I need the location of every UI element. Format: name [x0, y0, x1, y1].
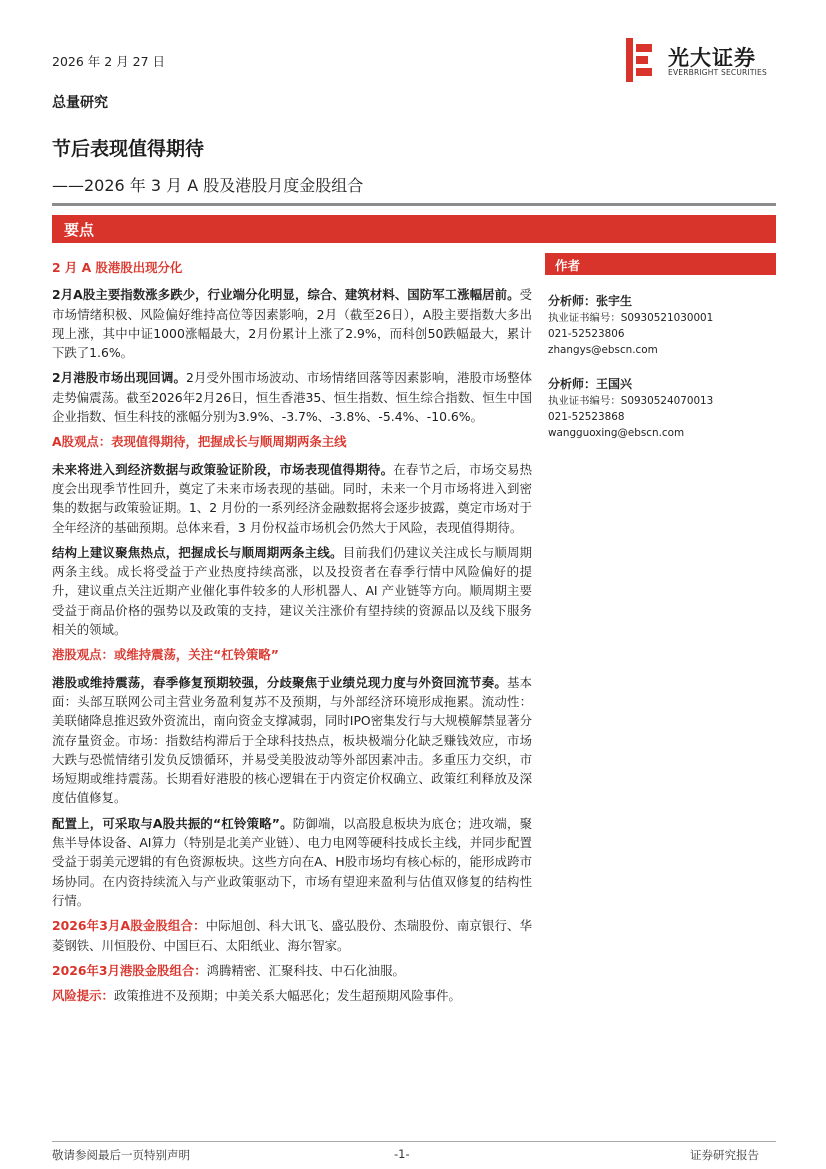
author-label: 作者 [555, 258, 581, 273]
keypoints-label: 要点 [64, 221, 95, 239]
body-text: 受市场情绪积极、风险偏好维持高位等因素影响，2月（截至26日），A股主要指数大多出现上涨，其中中证1000涨幅最大，2月份累计上涨了2.9%，而科创50跌幅最大，累计下跌了1.6%。 [52, 287, 532, 361]
hk-gold-portfolio [52, 961, 532, 980]
paragraph-a-share-review [52, 285, 532, 362]
paragraph-barbell-strategy [52, 814, 532, 910]
author-banner [545, 253, 776, 275]
analyst-cert: 执业证书编号：S0930524070013 [548, 395, 714, 407]
analyst-card [545, 293, 776, 358]
report-title: 节后表现值得期待 [52, 138, 205, 160]
risk-warning [52, 986, 532, 1005]
lead-bold: 港股或维持震荡，春季修复预期较强，分歧聚焦于业绩兑现力度与外资回流节奏。 [52, 674, 507, 690]
logo-chinese-name: 光大证券 [668, 46, 756, 70]
lead-bold: 未来将进入到经济数据与政策验证阶段，市场表现值得期待。 [52, 461, 394, 477]
paragraph-hk-review [52, 368, 532, 426]
analyst-card [545, 376, 776, 441]
logo-english-name: EVERBRIGHT SECURITIES [668, 68, 767, 77]
footer-divider [52, 1141, 776, 1142]
page-number: -1- [394, 1147, 410, 1161]
footer-report-type: 证券研究报告 [690, 1148, 759, 1162]
report-date: 2026 年 2 月 27 日 [52, 54, 166, 69]
report-category: 总量研究 [52, 95, 108, 111]
analyst-phone: 021-52523806 [548, 328, 625, 340]
paragraph-hk-outlook [52, 673, 532, 808]
report-subtitle: ——2026 年 3 月 A 股及港股月度金股组合 [52, 176, 364, 195]
footer-disclaimer: 敬请参阅最后一页特别声明 [52, 1148, 190, 1162]
portfolio-stocks: 鸿腾精密、汇聚科技、中石化油服。 [206, 962, 405, 978]
section-heading-a-share-view: A股观点：表现值得期待，把握成长与顺周期两条主线 [52, 434, 347, 450]
body-text: 2月受外围市场波动、市场情绪回落等因素影响，港股市场整体走势偏震荡。截至2026年2月26日，恒生香港35、恒生指数、恒生综合指数、恒生中国企业指数、恒生科技的涨幅分别为3.9%、-3.7%、-3.8%、-5.4%、-10.6%。 [52, 370, 532, 425]
portfolio-stocks: 中际旭创、科大讯飞、盛弘股份、杰瑞股份、南京银行、华菱钢铁、川恒股份、中国巨石、太阳纸业、海尔智家。 [52, 918, 533, 953]
section-heading-hk-view: 港股观点：或维持震荡，关注“杠铃策略” [52, 647, 279, 663]
body-text: 基本面：头部互联网公司主营业务盈利复苏不及预期，与外部经济环境形成拖累。流动性：美联储降息推迟致外资流出，南向资金支撑减弱，同时IPO密集发行与大规模解禁显著分流存量资金。市场：指数结构滞后于全球科技热点，板块极端分化缺乏赚钱效应，市场大跌与恐慌情绪引发负反馈循环，并易受美股波动等外部因素冲击。多重压力交织，市场短期或维持震荡。长期看好港股的核心逻辑在于内资定价权确立、政策红利释放及深度估值修复。 [52, 674, 533, 806]
risk-label: 风险提示： [52, 988, 114, 1004]
title-divider [52, 203, 776, 206]
analyst-name: 分析师：王国兴 [548, 377, 633, 391]
paragraph-a-share-structure [52, 543, 532, 639]
body-text: 防御端，以高股息板块为底仓；进攻端，聚焦半导体设备、AI算力（特别是北美产业链）、电力电网等硬科技成长主线，并同步配置受益于弱美元逻辑的有色资源板块。这些方向在A、H股市场均有核心标的，能形成跨市场协同。在内资持续流入与产业政策驱动下，市场有望迎来盈利与估值双修复的结构性行情。 [52, 815, 532, 908]
analyst-cert: 执业证书编号：S0930521030001 [548, 312, 714, 324]
lead-bold: 结构上建议聚焦热点，把握成长与顺周期两条主线。 [52, 544, 343, 560]
lead-bold: 2月港股市场出现回调。 [52, 370, 186, 386]
analyst-email[interactable]: zhangys@ebscn.com [548, 344, 658, 356]
analyst-name: 分析师：张宇生 [548, 294, 633, 308]
author-sidebar [545, 253, 776, 441]
keypoints-banner [52, 215, 776, 243]
body-text: 在春节之后，市场交易热度会出现季节性回升，奠定了未来市场表现的基础。同时，未来一个月市场将进入到密集的数据与政策验证期。1、2 月份的一系列经济金融数据将会逐步披露，奠定市场对于全年经济的基础预期。总体来看，3 月份权益市场机会仍然大于风险，表现值得期待。 [52, 461, 533, 535]
portfolio-label: 2026年3月A股金股组合： [52, 918, 206, 934]
company-logo [626, 38, 776, 82]
everbright-logo-icon [626, 38, 656, 82]
analyst-phone: 021-52523868 [548, 411, 625, 423]
body-text: 目前我们仍建议关注成长与顺周期两条主线。成长将受益于产业热度持续高涨，以及投资者在春季行情中风险偏好的提升，建议重点关注近期产业催化事件较多的人形机器人、AI 产业链等方向。顺周期主要受益于商品价格的强势以及政策的支持，建议关注涨价有望持续的资源品以及线下服务相关的领域。 [52, 544, 533, 638]
a-share-gold-portfolio [52, 916, 532, 955]
lead-bold: 2月A股主要指数涨多跌少，行业端分化明显，综合、建筑材料、国防军工涨幅居前。 [52, 287, 520, 303]
paragraph-a-share-outlook [52, 460, 532, 537]
portfolio-label: 2026年3月港股金股组合： [52, 962, 207, 978]
lead-bold: 配置上，可采取与A股共振的“杠铃策略”。 [52, 815, 293, 831]
risk-text: 政策推进不及预期；中美关系大幅恶化；发生超预期风险事件。 [113, 988, 461, 1004]
main-content [52, 258, 532, 1011]
section-heading-market-divergence: 2 月 A 股港股出现分化 [52, 260, 183, 275]
analyst-email[interactable]: wangguoxing@ebscn.com [548, 427, 685, 439]
